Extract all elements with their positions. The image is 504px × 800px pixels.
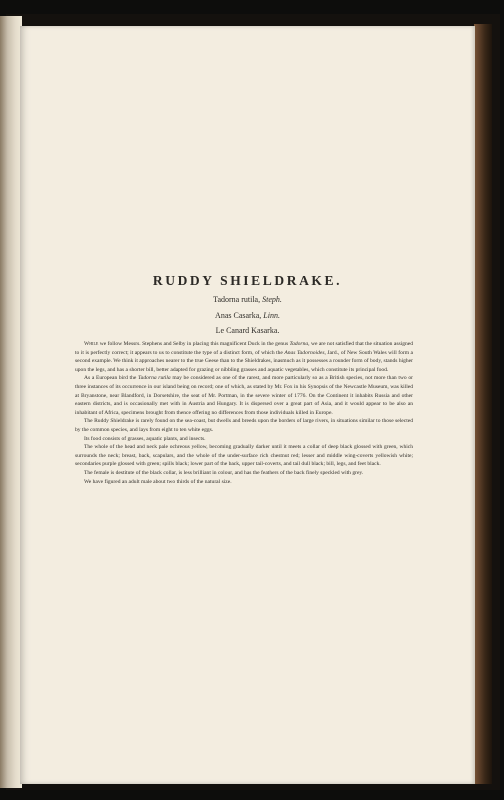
book-cover-edge — [474, 24, 492, 784]
paragraph — [75, 340, 413, 374]
text-segment: , we are not satisfied that the situation assigned to it is perfectly correct; it appears to us to constitute the type of a distinct form, of which the — [75, 341, 413, 356]
page-title: RUDDY SHIELDRAKE. — [152, 273, 343, 288]
paragraph — [75, 478, 413, 487]
paragraph — [75, 374, 413, 417]
latin-name-line — [20, 295, 475, 304]
synonym-name: Anas Casarka, — [215, 311, 262, 320]
previous-page-edge — [0, 16, 22, 788]
french-name: Le Canard Kasarka. — [215, 326, 280, 335]
text-segment: As a European bird the — [84, 375, 139, 382]
latin-name: Tadorna rutila, — [213, 295, 261, 304]
text-segment: , Jard., of New South Wales will form a second example. We think it approaches nearer to the true Geese than to the Shieldrakes, inasmuch as it possesses a rounder form of body, stands higher upon the legs, and has a shorter bill, better adapted for grazing or nibbling grasses and aquatic vegetables, which constitute its principal food. — [75, 349, 413, 373]
text-segment: We have figured an adult male about two thirds of the natural size. — [84, 478, 232, 485]
text-segment: may be considered as one of the rarest, and more particularly so as a British species, not more than two or three instances of its occurrence in our island being on record; one of which, as stated by Mr. Fox in his Synopsis of the Newcastle Museum, was killed at Bryanstone, near Blandford, in Dorsetshire, the seat of Mr. Portman, in the severe winter of 1776. On the Continent it inhabits Russia and other eastern districts, and is occasionally met with in Austria and Hungary. It is dispersed over a great part of Asia, and it would appear to be also an inhabitant of Africa, specimens brought from thence offering no differences from those individuals killed in Europe. — [75, 375, 413, 416]
lead-word: While — [84, 341, 99, 347]
paragraph — [75, 435, 413, 444]
text-segment: Its food consists of grasses, aquatic plants, and insects. — [84, 435, 206, 442]
paragraph — [75, 469, 413, 478]
synonym-author: Linn. — [263, 311, 280, 320]
italic-text: Tadorna rutila — [138, 375, 171, 382]
text-segment: The female is destitute of the black collar, is less brilliant in colour, and has the feathers of the back finely speckled with grey. — [84, 469, 364, 476]
italic-text: Anas Tadornoides — [284, 349, 325, 356]
text-segment: The Ruddy Shieldrake is rarely found on the sea-coast, but dwells and breeds upon the borders of large rivers, in situations similar to those selected by the common species, and lays from eight to ten white eggs. — [75, 418, 413, 433]
body-text — [75, 340, 413, 486]
italic-text: Tadorna — [289, 341, 309, 347]
page — [20, 26, 475, 784]
text-segment: we follow Messrs. Stephens and Selby in placing this magnificent Duck in the genus — [98, 341, 290, 347]
text-segment: The whole of the head and neck pale ochreous yellow, becoming gradually darker until it meets a collar of deep black glossed with green, which surrounds the neck; breast, back, scapulars, and the whole of the under-surface rich chestnut red; lesser and middle wing-coverts yellowish white; secondaries purple glossed with green; spills black; lower part of the back, upper tail-coverts, and tail dull black; bill, legs, and feet black. — [75, 444, 413, 468]
latin-author: Steph. — [262, 295, 282, 304]
paragraph — [75, 443, 413, 469]
paragraph — [75, 417, 413, 434]
synonym-line — [20, 311, 475, 320]
